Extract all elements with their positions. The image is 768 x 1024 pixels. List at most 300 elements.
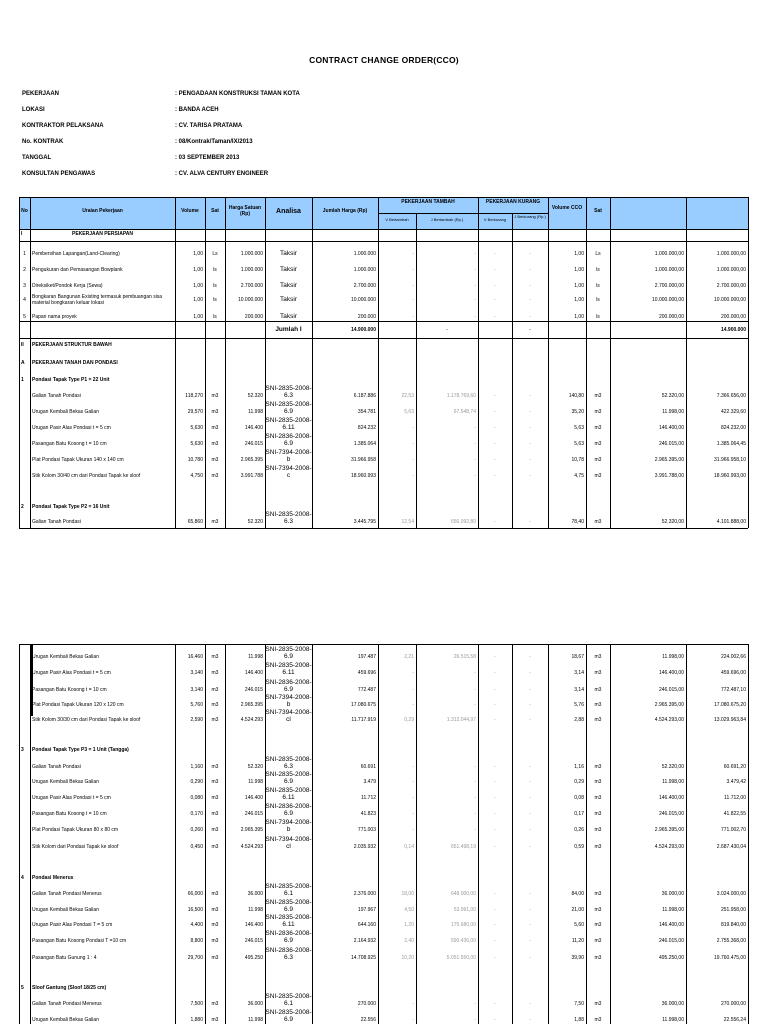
row-jumlah: 2.700.000: [353, 283, 376, 289]
row-volume-cco: 39,90: [571, 955, 584, 961]
row-harga: 1.000.000: [240, 267, 263, 273]
row-v-berkurang: -: [494, 267, 496, 273]
row-v-berkurang: -: [494, 297, 496, 303]
row-v-bertambah: 10,20: [401, 955, 414, 961]
info-label: KONTRAKTOR PELAKSANA: [22, 123, 104, 129]
row-j-bertambah: -: [474, 1001, 476, 1007]
row-volume: 4,750: [190, 473, 203, 479]
row-jumlah: 41.823: [360, 811, 376, 817]
group-5-no: 5: [21, 985, 24, 991]
row-volume: 1,00: [193, 251, 203, 257]
row-volume: 5,630: [190, 425, 203, 431]
row-volume-cco: 3,14: [574, 670, 584, 676]
info-value: : BANDA ACEH: [175, 107, 219, 113]
row-volume-cco: 10,78: [571, 457, 584, 463]
row-total: 19.760.475,00: [714, 955, 746, 961]
row-jumlah: 1.000.000: [353, 251, 376, 257]
row-v-bertambah: 2,21: [404, 654, 414, 660]
row-sat-2: m3: [594, 519, 602, 525]
row-harga: 11.998: [248, 907, 263, 913]
jumlah-1-kurang: -: [529, 327, 531, 333]
row-uraian: Urugan Kembali Bekas Galian: [32, 907, 99, 913]
row-volume: 3,140: [190, 670, 203, 676]
row-harga: 1.000.000: [240, 251, 263, 257]
row-jumlah: 10.000.000: [350, 297, 376, 303]
table-column-rule: [478, 644, 479, 1024]
row-jumlah: 11.712: [361, 795, 376, 801]
table-column-rule: [175, 644, 176, 1024]
row-sat-2: ls: [596, 314, 600, 320]
row-harga-cco: 146.400,00: [658, 922, 684, 928]
row-harga: 36.000: [247, 891, 263, 897]
row-j-berkurang: -: [529, 441, 531, 447]
row-sat-2: m3: [594, 473, 602, 479]
row-volume-cco: 5,60: [574, 922, 584, 928]
row-uraian: Pasangan Batu Gunung 1 : 4: [32, 955, 97, 961]
jumlah-1-value: 14.900.000: [350, 327, 376, 333]
row-uraian: Pasangan Batu Kosong t = 10 cm: [32, 811, 107, 817]
row-analisa: SNI-2835-2008-6.11: [265, 417, 312, 432]
table-column-rule: [548, 644, 549, 1024]
row-volume: 65,860: [187, 519, 203, 525]
row-sat-2: m3: [594, 891, 602, 897]
row-sat-2: m3: [594, 670, 602, 676]
row-uraian: Galian Tanah Pondasi: [32, 764, 81, 770]
row-j-bertambah: -: [474, 283, 476, 289]
row-v-bertambah: -: [412, 702, 414, 708]
row-j-bertambah: -: [474, 827, 476, 833]
row-uraian: Stik Kolom 30/30 cm dari Pondasi Tapak ke sloof: [32, 717, 141, 723]
row-sat: m3: [211, 409, 219, 415]
row-volume-cco: 84,00: [571, 891, 584, 897]
row-total: 7.366.656,00: [716, 393, 746, 399]
row-volume-cco: 1,00: [574, 251, 584, 257]
section-a-no: A: [21, 360, 25, 366]
header-no: No: [21, 208, 28, 214]
row-analisa: SNI-2836-2008-6.9: [265, 803, 312, 818]
row-j-berkurang: -: [529, 457, 531, 463]
row-harga: 11.998: [248, 779, 263, 785]
row-total: 824.232,00: [720, 425, 746, 431]
row-sat-2: m3: [594, 393, 602, 399]
row-j-bertambah: 656.092,80: [450, 519, 476, 525]
row-uraian: Urugan Pasir Alas Pondasi t = 5 cm: [32, 795, 111, 801]
row-sat: m3: [211, 1017, 219, 1023]
row-sat-2: m3: [594, 955, 602, 961]
row-v-bertambah: -: [412, 457, 414, 463]
row-sat: m3: [211, 717, 219, 723]
row-harga-cco: 246.015,00: [658, 811, 684, 817]
row-total: 772.487,10: [720, 687, 746, 693]
row-v-bertambah: -: [412, 297, 414, 303]
row-sat-2: m3: [594, 717, 602, 723]
row-analisa: SNI-7394-2008-cl: [265, 709, 312, 724]
info-value: : CV. TARISA PRATAMA: [175, 123, 243, 129]
row-volume-cco: 1,00: [574, 283, 584, 289]
row-harga-cco: 246.015,00: [658, 938, 684, 944]
header-uraian: Uraian Pekerjaan: [82, 208, 123, 214]
group-2-title: Pondasi Tapak Type P2 = 16 Unit: [32, 504, 110, 510]
row-harga-cco: 2.965.395,00: [654, 702, 684, 708]
row-j-bertambah: 590.436,00: [450, 938, 476, 944]
group-4-title: Pondasi Menerus: [32, 875, 74, 881]
row-v-berkurang: -: [494, 938, 496, 944]
row-uraian: Urugan Pasir Alas Pondasi t = 5 cm: [32, 670, 111, 676]
group-4-no: 4: [21, 875, 24, 881]
row-harga-cco: 36.000,00: [661, 891, 684, 897]
row-harga-cco: 36.000,00: [661, 1001, 684, 1007]
table-column-rule: [30, 197, 31, 528]
row-analisa: Taksir: [280, 313, 297, 320]
row-v-bertambah: -: [412, 314, 414, 320]
row-volume-cco: 4,75: [574, 473, 584, 479]
header-harga: Harga Satuan (Rp): [228, 205, 262, 217]
row-volume: 0,170: [190, 811, 203, 817]
row-j-berkurang: -: [529, 283, 531, 289]
table-rule: [19, 197, 748, 198]
row-v-bertambah: 18,00: [401, 891, 414, 897]
row-j-berkurang: -: [529, 922, 531, 928]
row-v-bertambah: -: [412, 425, 414, 431]
row-volume: 29,700: [187, 955, 203, 961]
row-analisa: Taksir: [280, 266, 297, 273]
row-v-berkurang: -: [494, 1001, 496, 1007]
group-1-no: 1: [21, 377, 24, 383]
row-v-berkurang: -: [494, 441, 496, 447]
row-jumlah: 644.160: [357, 922, 376, 928]
row-v-bertambah: -: [412, 670, 414, 676]
row-volume-cco: 0,29: [574, 779, 584, 785]
row-total: 224.002,66: [720, 654, 746, 660]
row-analisa: SNI-7394-2008-c: [265, 465, 312, 480]
row-sat-2: Ls: [595, 251, 601, 257]
row-volume-cco: 1,00: [574, 314, 584, 320]
row-v-bertambah: -: [412, 827, 414, 833]
row-volume-cco: 140,80: [568, 393, 584, 399]
row-j-bertambah: 5.051.550,00: [446, 955, 476, 961]
row-v-berkurang: -: [494, 457, 496, 463]
table-column-rule: [686, 197, 687, 528]
row-harga-cco: 11.998,00: [662, 779, 684, 785]
table-column-rule: [312, 644, 313, 1024]
info-value: : 08/Kontrak/Taman/IX/2013: [175, 139, 253, 145]
row-total: 459.696,00: [720, 670, 746, 676]
row-analisa: SNI-2836-2008-6.9: [265, 930, 312, 945]
table-column-rule: [686, 644, 687, 1024]
row-harga-cco: 1.000.000,00: [654, 267, 684, 273]
row-harga: 200.000: [244, 314, 263, 320]
row-v-berkurang: -: [494, 891, 496, 897]
row-uraian: Urugan Pasir Alas Pondasi T = 5 cm: [32, 922, 113, 928]
section-a-title: PEKERJAAN TANAH DAN PONDASI: [32, 360, 118, 366]
row-j-berkurang: -: [529, 717, 531, 723]
row-harga: 4.524.293: [240, 717, 263, 723]
row-v-berkurang: -: [494, 922, 496, 928]
row-sat: m3: [211, 795, 219, 801]
row-v-bertambah: 0,14: [404, 844, 414, 850]
row-uraian: Direksiket/Pondok Kerja (Sewa): [32, 283, 103, 289]
row-analisa: SNI-2835-2008-6.3: [265, 385, 312, 400]
row-jumlah: 1.385.064: [353, 441, 376, 447]
info-label: LOKASI: [22, 107, 45, 113]
row-harga-cco: 3.991.788,00: [654, 473, 684, 479]
header-tambah: PEKERJAAN TAMBAH: [401, 199, 455, 205]
row-total: 4.101.888,00: [716, 519, 746, 525]
table-column-rule: [478, 197, 479, 528]
row-j-bertambah: -: [474, 795, 476, 801]
table-rule: [19, 528, 748, 529]
table-column-rule: [548, 197, 549, 528]
table-column-rule: [748, 644, 749, 1024]
row-uraian: Urugan Pasir Alas Pondasi t = 5 cm: [32, 425, 111, 431]
row-j-bertambah: 651.498,19: [450, 844, 476, 850]
row-sat-2: m3: [594, 1001, 602, 1007]
row-harga: 11.998: [248, 409, 263, 415]
row-sat-2: m3: [594, 687, 602, 693]
row-v-bertambah: -: [412, 811, 414, 817]
header-j-berkurang: J Berkurang (Rp.): [514, 214, 546, 219]
row-v-bertambah: -: [412, 441, 414, 447]
row-uraian: Urugan Kembali Bekas Galian: [32, 1017, 99, 1023]
row-jumlah: 22.556: [360, 1017, 376, 1023]
row-v-berkurang: -: [494, 519, 496, 525]
row-total: 22.556,24: [723, 1017, 746, 1023]
row-analisa: SNI-2835-2008-6.11: [265, 662, 312, 677]
row-sat: m3: [211, 955, 219, 961]
table-column-rule: [378, 644, 379, 1024]
row-sat: m3: [211, 654, 219, 660]
row-uraian: Plat Pondasi Tapak Ukuran 120 x 120 cm: [32, 702, 124, 708]
row-j-bertambah: -: [474, 457, 476, 463]
row-no: 1: [23, 251, 26, 257]
row-sat: m3: [211, 425, 219, 431]
row-uraian: Galian Tanah Pondasi: [32, 393, 81, 399]
row-j-bertambah: -: [474, 425, 476, 431]
table-rule: [19, 321, 748, 322]
row-total: 1.385.064,45: [716, 441, 746, 447]
row-jumlah: 197.487: [357, 654, 376, 660]
row-volume: 5,630: [190, 441, 203, 447]
row-analisa: SNI-2835-2008-6.1: [265, 883, 312, 898]
header-analisa: Analisa: [276, 208, 301, 215]
row-uraian: Stik Kolom 30/40 cm dari Pondasi Tapak ke sloof: [32, 473, 141, 479]
header-sat: Sat: [211, 208, 219, 214]
group-3-title: Pondasi Tapak Type P3 = 1 Unit (Tangga): [32, 747, 129, 753]
row-v-bertambah: -: [412, 1017, 414, 1023]
row-j-bertambah: 648.000,00: [450, 891, 476, 897]
table-column-rule: [225, 644, 226, 1024]
row-jumlah: 2.164.932: [353, 938, 376, 944]
row-sat: m3: [211, 702, 219, 708]
row-total: 2.755.368,00: [716, 938, 746, 944]
row-harga: 146.400: [244, 795, 263, 801]
row-harga: 246.015: [244, 938, 263, 944]
row-jumlah: 354.781: [357, 409, 376, 415]
row-volume: 29,570: [187, 409, 203, 415]
row-sat: m3: [211, 687, 219, 693]
row-v-bertambah: -: [412, 473, 414, 479]
row-sat-2: m3: [594, 409, 602, 415]
row-total: 2.687.430,04: [716, 844, 746, 850]
row-sat-2: m3: [594, 795, 602, 801]
table-rule: [378, 213, 548, 214]
row-j-bertambah: 67.548,74: [453, 409, 476, 415]
row-harga: 2.965.395: [240, 827, 263, 833]
row-total: 18.960.993,00: [714, 473, 746, 479]
row-j-berkurang: -: [529, 891, 531, 897]
row-harga-cco: 146.400,00: [658, 795, 684, 801]
row-v-bertambah: 12,54: [401, 519, 414, 525]
row-j-berkurang: -: [529, 811, 531, 817]
row-j-berkurang: -: [529, 844, 531, 850]
table-column-rule: [225, 197, 226, 528]
row-v-berkurang: -: [494, 251, 496, 257]
row-j-bertambah: 26.515,58: [453, 654, 476, 660]
row-sat: m3: [211, 827, 219, 833]
row-analisa: SNI-2835-2008-6.9: [265, 1009, 312, 1024]
row-total: 1.000.000,00: [716, 267, 746, 273]
table-rule: [19, 241, 748, 242]
row-total: 270.000,00: [720, 1001, 746, 1007]
row-harga-cco: 146.400,00: [658, 425, 684, 431]
row-j-bertambah: -: [474, 297, 476, 303]
table-column-rule: [205, 197, 206, 528]
table-column-rule: [586, 644, 587, 1024]
row-harga-cco: 2.965.395,00: [654, 827, 684, 833]
row-jumlah: 772.487: [357, 687, 376, 693]
row-volume: 0,260: [190, 827, 203, 833]
row-volume-cco: 0,17: [574, 811, 584, 817]
row-j-bertambah: -: [474, 687, 476, 693]
header-j-bertambah: J Bertambah (Rp.): [430, 217, 464, 222]
row-j-berkurang: -: [529, 907, 531, 913]
row-uraian: Galian Tanah Pondasi Menerus: [32, 1001, 102, 1007]
row-volume: 16,460: [187, 654, 203, 660]
row-volume: 118,270: [185, 393, 203, 399]
header-sat-2: Sat: [594, 208, 602, 214]
row-sat-2: ls: [596, 283, 600, 289]
row-v-berkurang: -: [494, 687, 496, 693]
row-total: 41.822,55: [723, 811, 746, 817]
row-j-bertambah: -: [474, 779, 476, 785]
row-harga: 246.015: [244, 811, 263, 817]
row-j-bertambah: -: [474, 670, 476, 676]
row-analisa: SNI-7394-2008-cl: [265, 836, 312, 851]
row-harga: 2.700.000: [240, 283, 263, 289]
row-sat-2: m3: [594, 827, 602, 833]
row-harga-cco: 11.998,00: [662, 1017, 684, 1023]
row-v-bertambah: -: [412, 251, 414, 257]
table-column-rule: [19, 644, 20, 1024]
group-1-title: Pondasi Tapak Type P1 = 22 Unit: [32, 377, 110, 383]
header-jumlah: Jumlah Harga (Rp): [322, 208, 368, 214]
row-j-bertambah: 1.178.769,60: [446, 393, 476, 399]
row-harga-cco: 1.000.000,00: [654, 251, 684, 257]
row-harga: 52.320: [247, 764, 263, 770]
header-v-berkurang: V Berkurang: [483, 217, 507, 222]
row-j-berkurang: -: [529, 702, 531, 708]
row-sat-2: m3: [594, 654, 602, 660]
row-volume-cco: 0,08: [574, 795, 584, 801]
row-v-berkurang: -: [494, 314, 496, 320]
table-column-rule: [19, 197, 20, 528]
row-harga-cco: 246.015,00: [658, 687, 684, 693]
row-j-berkurang: -: [529, 425, 531, 431]
row-j-bertambah: 175.680,00: [450, 922, 476, 928]
row-volume: 66,000: [187, 891, 203, 897]
row-jumlah: 197.967: [357, 907, 376, 913]
row-jumlah: 824.232: [357, 425, 376, 431]
row-jumlah: 459.696: [357, 670, 376, 676]
row-total: 200.000,00: [720, 314, 746, 320]
jumlah-1-total: 14.900.000: [720, 327, 746, 333]
row-volume-cco: 5,63: [574, 441, 584, 447]
row-v-bertambah: -: [412, 779, 414, 785]
row-harga-cco: 2.700.000,00: [654, 283, 684, 289]
row-harga: 52.320: [247, 393, 263, 399]
row-j-berkurang: -: [529, 654, 531, 660]
header-kurang: PEKERJAAN KURANG: [485, 199, 541, 205]
row-volume: 0,080: [190, 795, 203, 801]
row-jumlah: 2.035.932: [353, 844, 376, 850]
row-sat-2: m3: [594, 457, 602, 463]
row-volume: 1,880: [190, 1017, 203, 1023]
row-jumlah: 2.376.000: [353, 891, 376, 897]
row-sat: m3: [211, 779, 219, 785]
row-harga: 246.015: [244, 687, 263, 693]
row-volume-cco: 1,00: [574, 267, 584, 273]
table-rule: [19, 229, 748, 230]
table-column-rule: [748, 197, 749, 528]
table-rule: [19, 338, 748, 339]
row-jumlah: 1.000.000: [353, 267, 376, 273]
row-v-berkurang: -: [494, 702, 496, 708]
row-sat: m3: [211, 1001, 219, 1007]
row-volume-cco: 7,50: [574, 1001, 584, 1007]
row-volume-cco: 18,67: [571, 654, 584, 660]
row-j-berkurang: -: [529, 393, 531, 399]
row-uraian: Bongkaran Bangunan Existing termasuk pembuangan sisa material bongkaran keluar lokasi: [32, 294, 163, 306]
row-volume: 1,00: [193, 267, 203, 273]
document-title: CONTRACT CHANGE ORDER(CCO): [309, 55, 459, 65]
row-volume: 1,00: [193, 283, 203, 289]
row-v-bertambah: -: [412, 283, 414, 289]
row-harga-cco: 11.998,00: [662, 409, 684, 415]
row-j-berkurang: -: [529, 938, 531, 944]
row-analisa: Taksir: [280, 282, 297, 289]
row-volume-cco: 35,20: [571, 409, 584, 415]
row-j-bertambah: -: [474, 764, 476, 770]
group-5-title: Sloof Gantung (Sloof 18/25 cm): [32, 985, 107, 991]
info-label: PEKERJAAN: [22, 91, 60, 97]
table-rule: [19, 644, 748, 645]
row-volume-cco: 0,59: [574, 844, 584, 850]
row-analisa: SNI-2835-2008-6.1: [265, 993, 312, 1008]
header-volume: Volume: [181, 208, 199, 214]
row-v-berkurang: -: [494, 654, 496, 660]
row-analisa: SNI-2835-2008-6.9: [265, 771, 312, 786]
info-label: KONSULTAN PENGAWAS: [22, 171, 96, 177]
row-v-berkurang: -: [494, 283, 496, 289]
row-total: 60.691,20: [723, 764, 746, 770]
row-jumlah: 14.708.925: [350, 955, 376, 961]
row-harga-cco: 52.320,00: [661, 764, 684, 770]
row-uraian: Galian Tanah Pondasi Menerus: [32, 891, 102, 897]
row-harga-cco: 10.000.000,00: [652, 297, 684, 303]
row-total: 819.840,00: [720, 922, 746, 928]
row-jumlah: 200.000: [357, 314, 376, 320]
row-sat: m3: [211, 764, 219, 770]
